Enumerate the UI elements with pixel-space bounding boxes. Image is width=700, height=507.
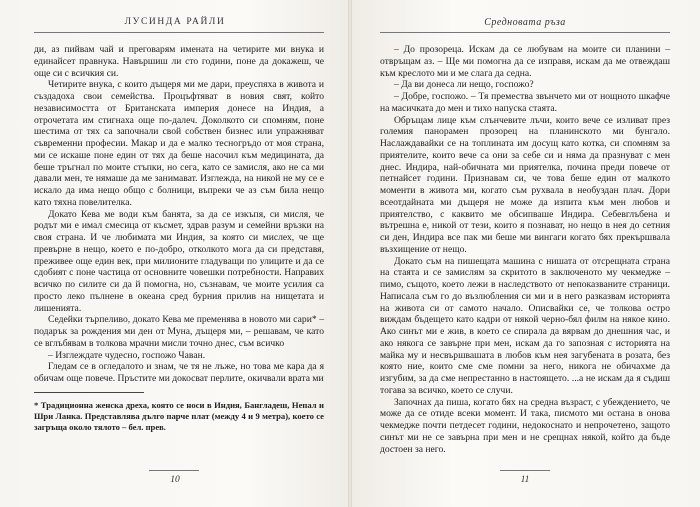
folio-rule — [500, 470, 550, 471]
paragraph: Четирите внука, с които дъщеря ми ме дари, преуспяха в живота и създадоха свои семейства. Процъфтяват в новия свят, който независимостта от Британската империя донесе на Индия, а отрочетата им стигнаха още по-далеч. Доколкото си спомням, поне шестима от тях са започнали свой собствен бизнес или упражняват съвременни професии. Макар и да е малко тесногръдо от моя страна, ми се искаше поне един от тях да беше насочил към медицината, да беше тръгнал по моите стъпки, но сега, като се замисля, ако не са ми давали мен, те нямаше да ме занимават. Изглежда, на никой не му се е искало да има нещо общо с болници, въпреки че аз съм била нещо като тяхна повелителка. — [34, 79, 324, 208]
paragraph: Започнах да пиша, когато бях на средна възраст, с убеждението, че може да се отиде всеки момент. И така, писмото ми остана в онова чекмедже почти петдесет години, недокоснато и непрочетено, защото синът ми не се завърна при мен и не срещнах някой, който да бъде достоен за него. — [380, 396, 670, 455]
paragraph: Седейки търпеливо, докато Кева ме пременява в новото ми сари* – подарък за рождения ми ден от Муна, дъщеря ми, – решавам, че като се вглъбявам в толкова мрачни мисли точно днес, съм всичко — [34, 314, 324, 349]
right-page — [350, 0, 700, 507]
header-rule — [34, 32, 324, 33]
folio-rule — [149, 470, 199, 471]
left-page-body — [34, 44, 324, 385]
paragraph: – Изглеждате чудесно, госпожо Чаван. — [48, 349, 206, 361]
paragraph: – Да ви донеса ли нещо, госпожо? — [394, 79, 534, 91]
paragraph: Гледам се в огледалото и знам, че тя не лъже, но това ме кара да я обичам още повече. Пръстите ми докосват перлите, окичвали врата ми — [34, 361, 324, 384]
running-head-author: ЛУСИНДА РАЙЛИ — [124, 17, 226, 27]
running-head-title: Средновата ръза — [484, 17, 566, 28]
paragraph: Обръщам лице към слънчевите лъчи, които вече се изливат през големия панорамен прозорец на планинското ми бунгало. Наслаждавайки се на топлината им досущ като котка, си спомням за приятелите, които вече са они за себе си и няма да празнуват с мен днес. Индира, най-обичната ми приятелка, почина преди повече от петнайсет години. Признавам си, че това беше един от малкото моменти в живота ми, когато съм рухвала в необуздан плач. Дори всеотдайната ми дъщеря не може да изпита към мен любов и приятелство, с каквито ме обсипваше Индира. Себевглъбена и вътрешна е, никой от тези, които я познават, но нещо в нея до сетния си ден, Индира все пак ми беше ми вингаги когато бях прекършвала възхищение от нещо. — [380, 114, 670, 255]
book-gutter — [348, 0, 352, 507]
paragraph: – До прозореца. Искам да се любувам на моите си планини – отвръщам аз. – Ще ми помогна да се изправя, искам да ме отвеждаш към креслото ми и ме слага да седна. — [380, 44, 670, 79]
page-number: 11 — [520, 475, 530, 485]
right-page-body — [380, 44, 670, 455]
footnote-rule — [34, 392, 144, 393]
page-number: 10 — [170, 475, 180, 485]
paragraph: ди, аз пийвам чай и преговарям имената на четирите ми внука и единайсет правнука. Навършиш ли сто години, поне да докажеш, че още си с всичкия си. — [34, 44, 324, 79]
paragraph: Докато съм на пишещата машина с нишата от отсрещната страна на стаята и се замислям за скритото в заключеното му чекмедже – пимо, същото, което лежи в наследството от непоказваните страници. Написала съм го до възлюбления си ми и в него разказвам историята на живота си от самото начало. Описвайки се, че толкова остро виждам бъдещето като кадри от някой черно-бял филм на някое кино. Ако синът ми е жив, в което се спирала да вярвам до днешния час, и ако някога се завърне при мен, искам да го запозная с историята на майка му и несвършвашата в любов към нея загубената в розата, без която ние, които сме сме помни за него, никога не обичахме да изгубим, за да сме непрестанно в настоящето. ...а не искам да я съдиш тогава за всичко, което се случи. — [380, 255, 670, 396]
paragraph: – Добре, госпожо. – Тя премества звънчето ми от нощното шкафче на масичката до мен и тихо напуска стаята. — [380, 91, 670, 114]
header-rule — [380, 32, 670, 33]
footnote: * Традиционна женска дреха, която се носи в Индия, Бангладеш, Непал и Шри Ланка. Представлява дълго парче плат (между 4 и 9 метра), което се загръща около тялото – бел. прев. — [34, 400, 324, 432]
paragraph: Докато Кева ме води към банята, за да се изкъпя, си мисля, че родът ми е имал смесица от късмет, здрав разум и семейни връзки на своя страна. И че любимата ми Индия, за която си мислех, че ще превърне в нещо, което е по-добро, отколкото мога да си представя, преживее още един век, при милионите гладуващи по улиците и да се сдобият с поне частица от основните човешки потребности. Направих всичко по силите си да й помогна, но, съзнавам, че моите усилия са просто леко пълнене в океана сред бурния прилив на нищетата и лишенията. — [34, 208, 324, 314]
